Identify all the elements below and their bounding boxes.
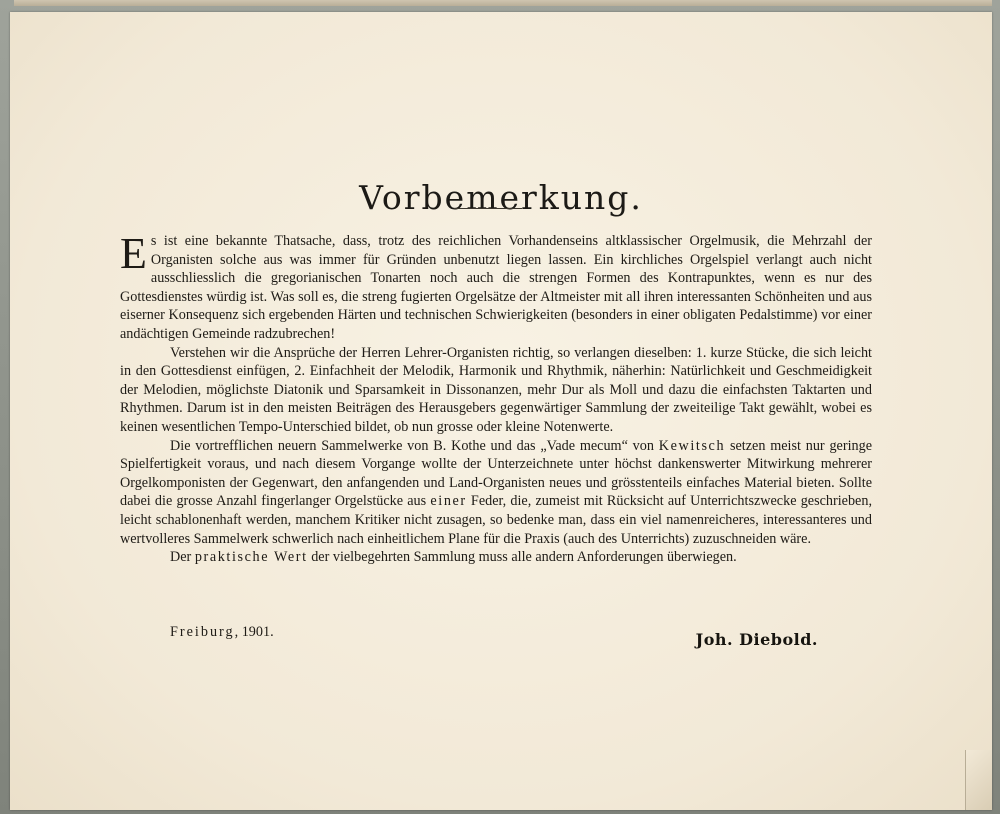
page-title: Vorbemerkung. [359, 178, 643, 218]
preface-body [120, 229, 873, 567]
paragraph-1-text: s ist eine bekannte Thatsache, dass, trotz des reichlichen Vorhandenseins altklassischer Orgelmusik, die Mehrzahl der Organisten solche aus was immer für Gründen unbenutzt liegen lassen. Ein kirchliches Orgelspiel verlangt auch nicht ausschliesslich die gregorianischen Tonarten noch auch die strengen Formen des Kontrapunktes, wenn es nur des Gottesdienstes würdig ist. Was soll es, die streng fugierten Orgelsätze der Altmeister mit all ihren interessanten Schönheiten und aus eiserner Konsequenz sich ergebenden Härten und technischen Schwierigkeiten (besonders in einer obligaten Pedalstimme) vor einer andächtigen Gemeinde radzubrechen! [120, 233, 872, 342]
paragraph-3-part-b: setzen meist nur geringe Spielfertigkeit voraus, und nach diesem Vorgange wollte der Unterzeichnete unter höchst dankenswerter Mitwirkung mehrerer Orgelkomponisten der Gegenwart, den anfangenden und Land-Organisten neues und grösstenteils einfaches Material bieten. Sollte dabei die grosse Anzahl fingerlanger Orgelstücke aus [120, 437, 873, 510]
date: , 1901. [234, 624, 274, 640]
paragraph-3 [120, 437, 872, 549]
paragraph-3-emphasis: einer [430, 493, 467, 510]
place: Freiburg [170, 624, 235, 640]
page-corner [965, 750, 992, 810]
signature: Joh. Diebold. [695, 630, 818, 649]
paragraph-1 [120, 229, 872, 344]
paragraph-3-part-a: Die vortrefflichen neuern Sammelwerke von B. Kothe und das „Vade mecum“ von [170, 437, 659, 454]
place-date [170, 624, 274, 641]
paragraph-3-name: Kewitsch [658, 437, 726, 454]
page-edge [14, 0, 992, 6]
paragraph-4 [120, 548, 872, 567]
paragraph-2: Verstehen wir die Ansprüche der Herren Lehrer-Organisten richtig, so verlangen dieselben: 1. kurze Stücke, die sich leicht in den Gottesdienst einfügen, 2. Einfachheit der Melodik, Harmonik und Rhythmik, näherhin: Natürlichkeit und Geschmeidigkeit der Melodien, möglichste Diatonik und Sparsamkeit in Dissonanzen, mehr Dur als Moll und dazu die einfachsten Taktarten und Rhythmen. Darum ist in den meisten Beiträgen des Herausgebers gegenwärtiger Sammlung der zweiteilige Takt gewählt, wobei es keinen wesentlichen Tempo-Unterschied bildet, ob nun grosse oder kleine Notenwerte. [120, 344, 872, 435]
title-divider [454, 208, 522, 209]
paragraph-4-part-b: der vielbegehrten Sammlung muss alle andern Anforderungen überwiegen. [307, 549, 737, 566]
paragraph-4-part-a: Der [170, 549, 195, 566]
drop-cap: E [120, 229, 147, 278]
paragraph-3-part-c: Feder, die, zumeist mit Rücksicht auf Unterrichtszwecke geschrieben, leicht schablonenhaft werden, manchem Kritiker nicht zusagen, so bedenke man, dass ein viel namenreicheres, interessanteres und wertvolleres Sammelwerk schwerlich nach einheitlichem Plane für die Praxis (auch des Unterrichts) zuzuschneiden wäre. [120, 493, 872, 547]
document-page [10, 12, 992, 810]
closing [170, 624, 830, 652]
paragraph-4-emphasis: praktische Wert [194, 549, 308, 566]
